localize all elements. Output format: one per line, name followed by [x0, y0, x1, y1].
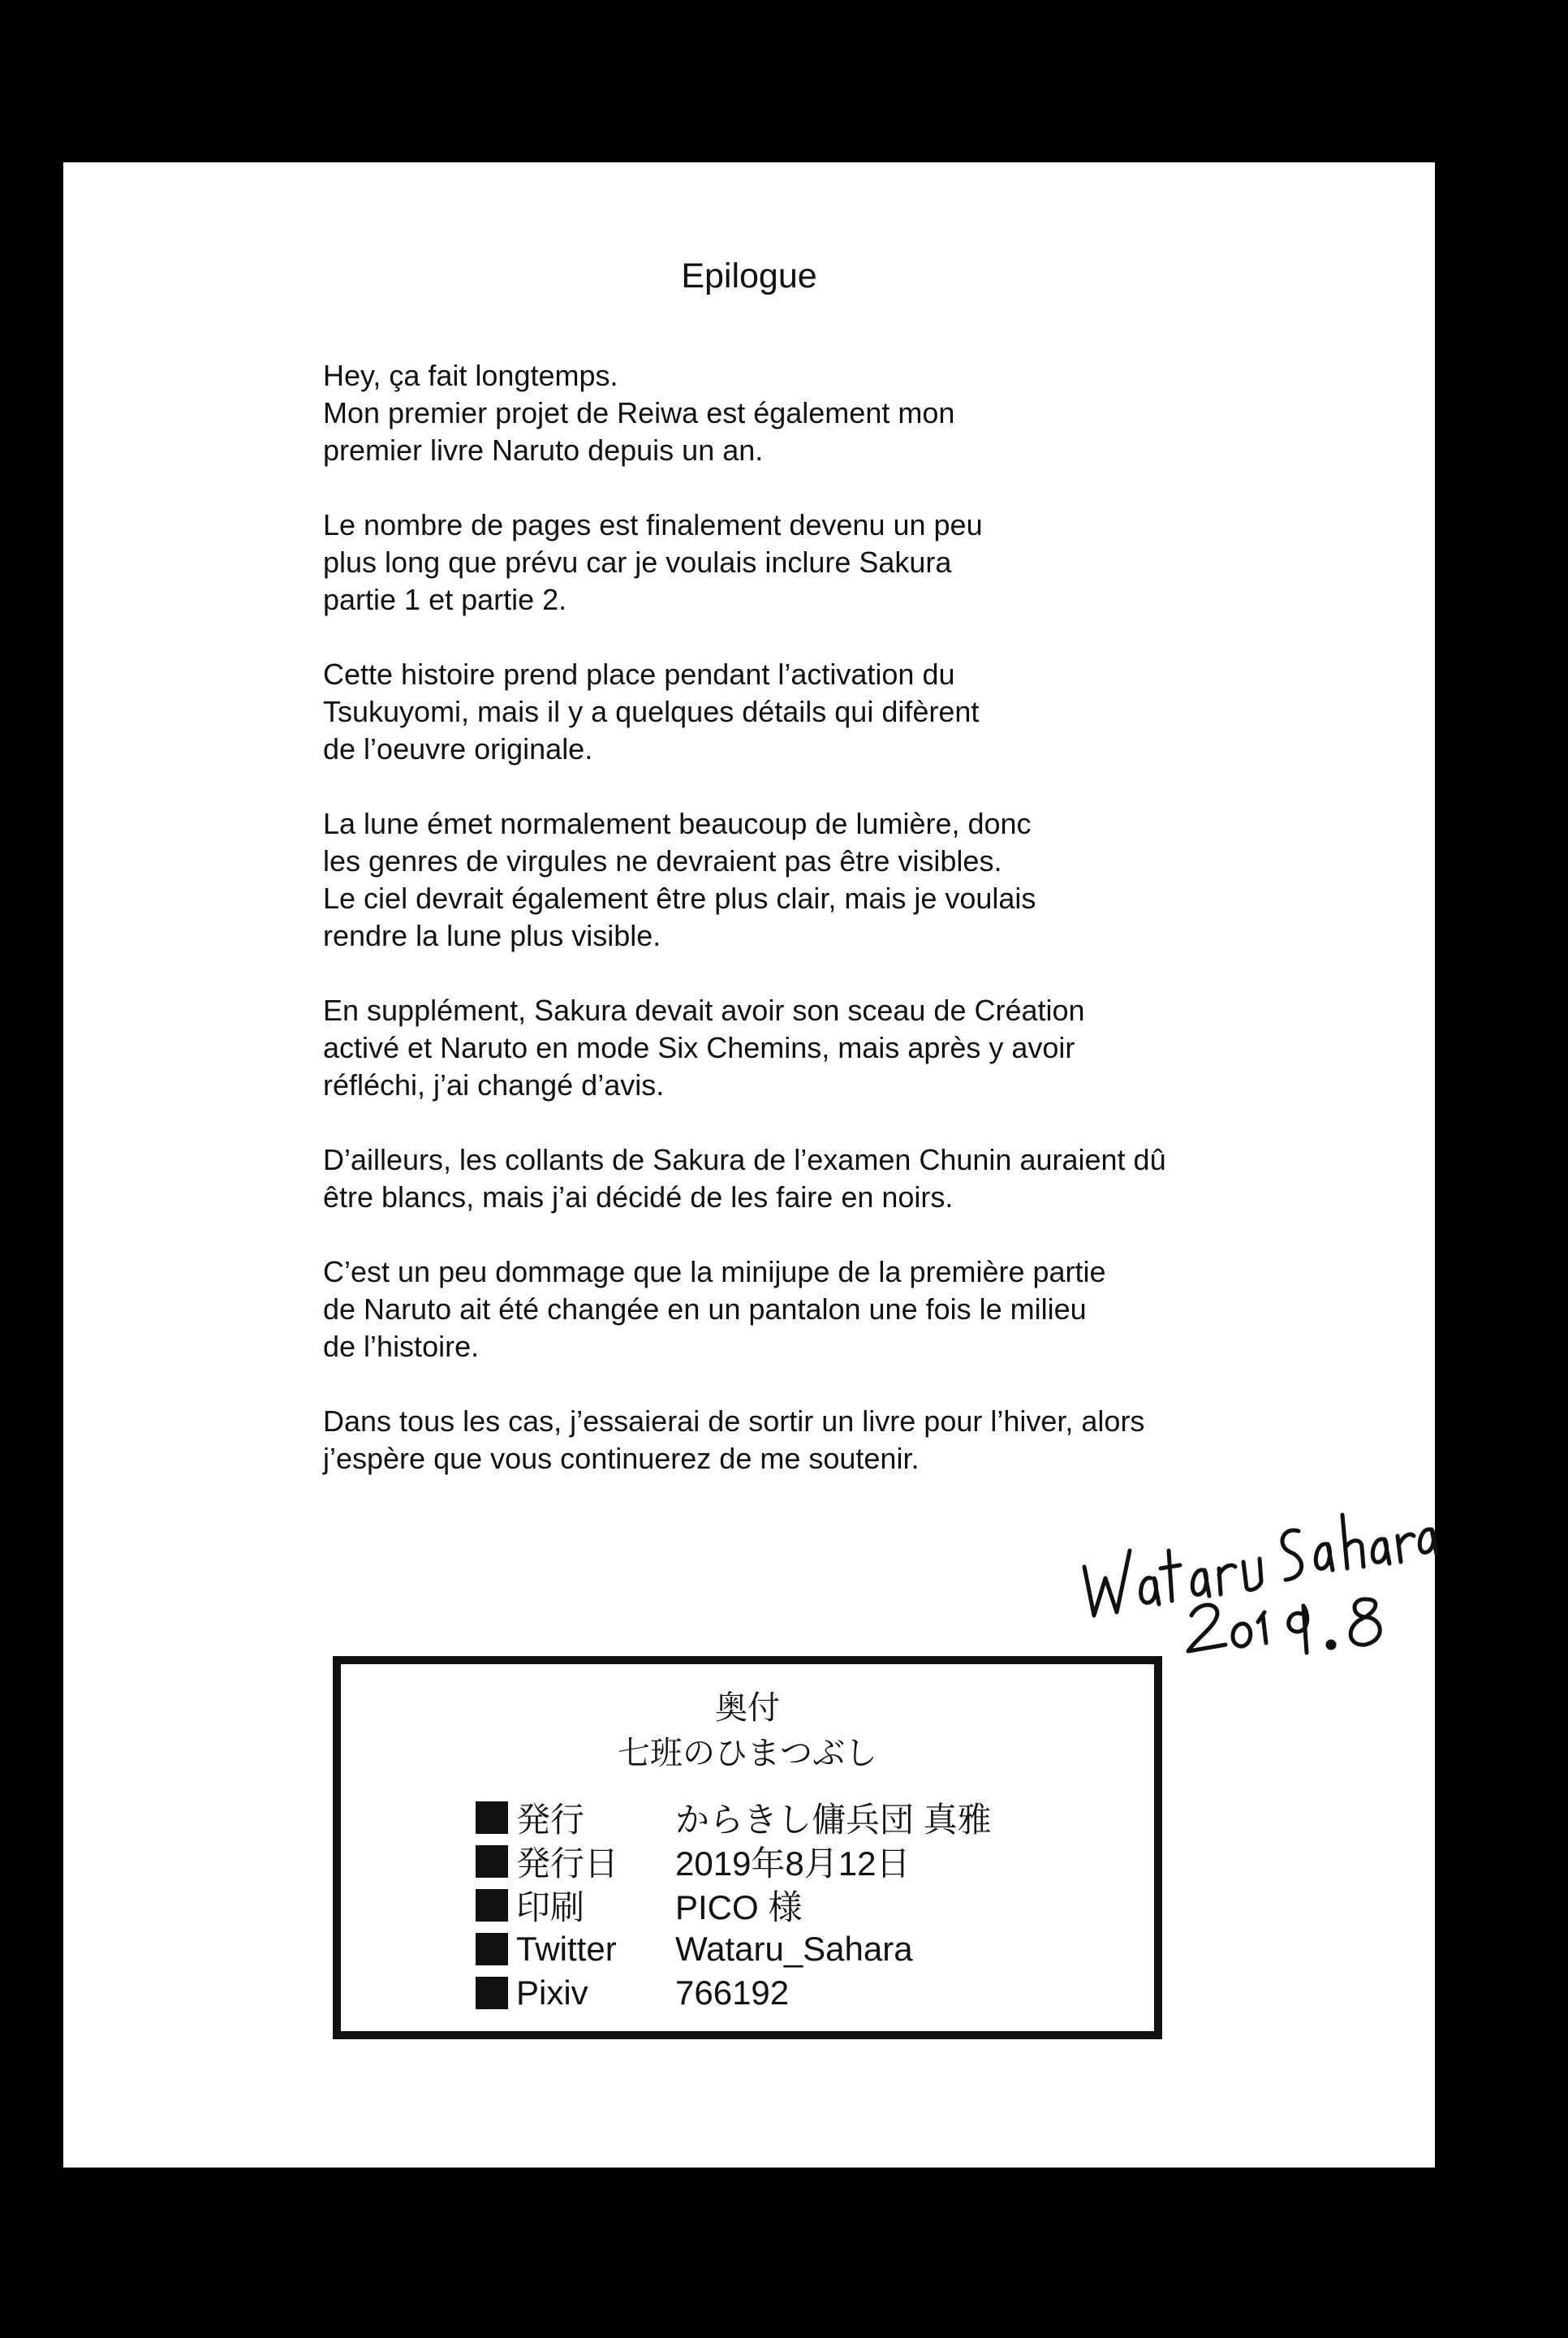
row-value: 766192	[675, 1973, 790, 2012]
text-line: Mon premier projet de Reiwa est également mon	[323, 396, 955, 429]
text-line: Dans tous les cas, j’essaierai de sortir un livre pour l’hiver, alors	[323, 1404, 1145, 1438]
text-line: Hey, ça fait longtemps.	[323, 359, 618, 392]
text-line: de l’oeuvre originale.	[323, 732, 593, 766]
book-title: 七班のひまつぶし	[618, 1736, 877, 1771]
row-label: Twitter	[516, 1930, 617, 1968]
text-line: de l’histoire.	[323, 1330, 480, 1363]
colophon-box	[333, 1656, 1162, 2039]
text-line: Cette histoire prend place pendant l’activation du	[323, 658, 955, 691]
text-line: les genres de virgules ne devraient pas être visibles.	[323, 844, 1002, 878]
colophon-details	[476, 1796, 992, 2015]
text-line: de Naruto ait été changée en un pantalon une fois le milieu	[323, 1292, 1087, 1326]
text-line: D’ailleurs, les collants de Sakura de l’examen Chunin auraient dû	[323, 1143, 1166, 1176]
text-line: plus long que prévu car je voulais inclure Sakura	[323, 546, 952, 579]
paragraph	[323, 1253, 1329, 1365]
colophon-row-publisher	[476, 1796, 992, 1840]
text-line: La lune émet normalement beaucoup de lumière, donc	[323, 807, 1032, 840]
row-value: 2019年8月12日	[675, 1844, 911, 1883]
square-bullet-icon	[476, 1933, 508, 1965]
text-line: Le nombre de pages est finalement devenu un peu	[323, 508, 983, 541]
paragraph	[323, 1403, 1329, 1477]
paragraph	[323, 992, 1329, 1104]
text-line: C’est un peu dommage que la minijupe de la première partie	[323, 1255, 1106, 1288]
text-line: réfléchi, j’ai changé d’avis.	[323, 1068, 665, 1102]
text-line: rendre la lune plus visible.	[323, 919, 661, 952]
page-sheet	[63, 162, 1435, 2168]
paragraph	[323, 357, 1329, 469]
colophon-row-twitter	[476, 1927, 992, 1971]
row-label: 印刷	[516, 1888, 585, 1926]
row-value: PICO 様	[675, 1888, 803, 1926]
paragraph	[323, 656, 1329, 768]
row-label: 発行	[516, 1801, 585, 1839]
row-value: からきし傭兵団 真雅	[675, 1801, 992, 1839]
text-line: Le ciel devrait également être plus clair, mais je voulais	[323, 882, 1036, 915]
square-bullet-icon	[476, 1845, 508, 1878]
square-bullet-icon	[476, 1977, 508, 2009]
text-line: être blancs, mais j’ai décidé de les faire en noirs.	[323, 1180, 954, 1214]
text-line: activé et Naruto en mode Six Chemins, mais après y avoir	[323, 1031, 1075, 1064]
paragraph	[323, 507, 1329, 619]
epilogue-text	[323, 357, 1329, 1515]
row-label: Pixiv	[516, 1973, 588, 2012]
handwritten-signature	[1070, 1494, 1443, 1672]
paragraph	[323, 1141, 1329, 1216]
text-line: En supplément, Sakura devait avoir son sceau de Création	[323, 994, 1085, 1027]
page-title: Epilogue	[681, 257, 817, 295]
square-bullet-icon	[476, 1889, 508, 1922]
paragraph	[323, 805, 1329, 955]
row-value: Wataru_Sahara	[675, 1930, 913, 1968]
row-label: 発行日	[516, 1844, 619, 1883]
colophon-heading: 奥付	[715, 1690, 780, 1726]
text-line: partie 1 et partie 2.	[323, 583, 567, 616]
text-line: j’espère que vous continuerez de me soutenir.	[323, 1442, 920, 1475]
colophon-row-printer	[476, 1883, 992, 1927]
square-bullet-icon	[476, 1801, 508, 1834]
text-line: Tsukuyomi, mais il y a quelques détails qui difèrent	[323, 695, 980, 728]
text-line: premier livre Naruto depuis un an.	[323, 434, 764, 467]
colophon-row-date	[476, 1840, 992, 1883]
colophon-row-pixiv	[476, 1971, 992, 2015]
